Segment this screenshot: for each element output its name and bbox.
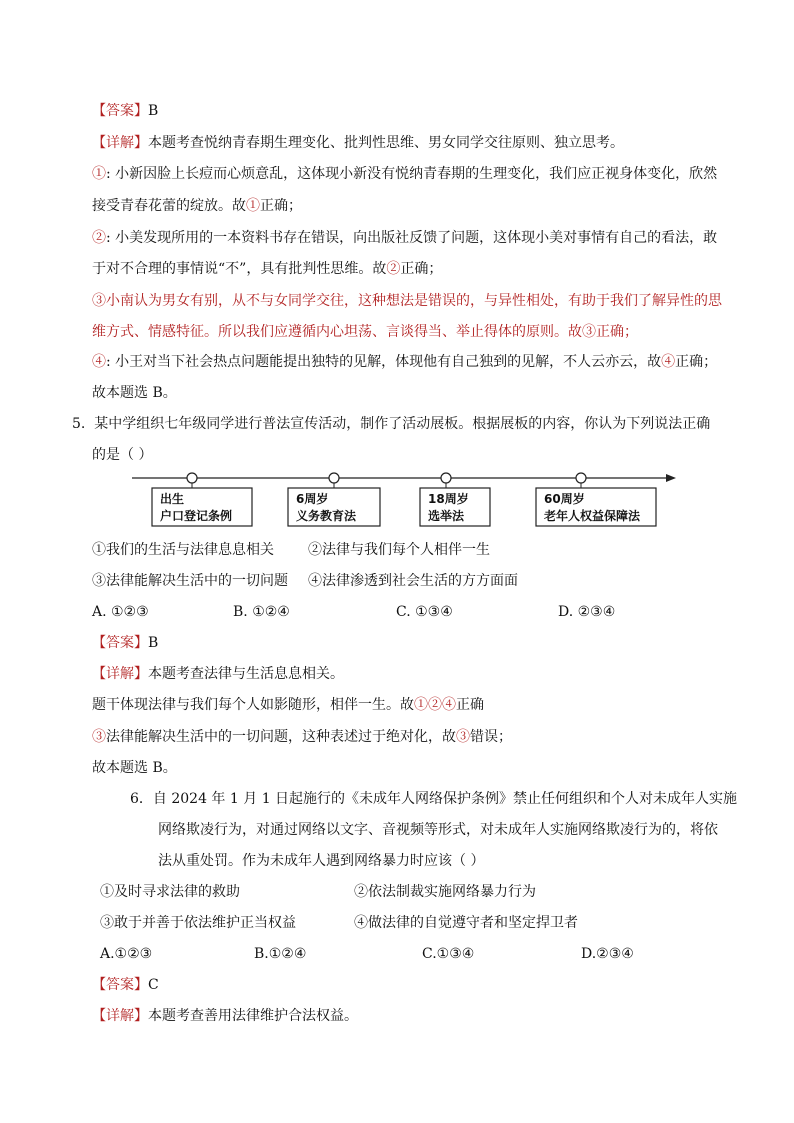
q5-detail-2	[92, 727, 512, 747]
q5-detail-1	[92, 695, 484, 715]
answer-value: B	[148, 103, 159, 119]
circled-number: ②	[386, 261, 401, 277]
answer-tag: 【答案】	[92, 977, 148, 993]
timeline-node-birth	[152, 473, 252, 526]
timeline-label: 出生	[160, 492, 185, 506]
q4-point-1b	[92, 196, 302, 216]
q6-stem-b: 网络欺凌行为，对通过网络以文字、音视频等形式，对未成年人实施网络欺凌行为的，将依	[158, 822, 718, 838]
q5-option-d[interactable]: D. ②③④	[558, 604, 616, 620]
timeline-diagram	[120, 466, 690, 532]
q5-statement-2: ②法律与我们每个人相伴一生	[308, 542, 490, 558]
q4-point-3a: ③小南认为男女有别，从不与女同学交往，这种想法是错误的，与异性相处，有助于我们了解异性的思	[92, 293, 722, 309]
q6-statement-3: ③敢于并善于依法维护正当权益	[100, 915, 296, 931]
circled-number: ①	[246, 198, 260, 214]
q6-answer	[92, 975, 159, 995]
detail-text: 本题考查悦纳青春期生理变化、批判性思维、男女同学交往原则、独立思考。	[148, 135, 624, 151]
q6-statement-1: ①及时寻求法律的救助	[100, 884, 240, 900]
q5-option-b[interactable]: B. ①②④	[233, 604, 290, 620]
detail-text: 本题考查善用法律维护合法权益。	[148, 1008, 358, 1024]
timeline-label: 6周岁	[296, 492, 329, 506]
point-text: : 小美发现所用的一本资料书存在错误，向出版社反馈了问题，这体现小美对事情有自己的看法，敢	[106, 230, 718, 246]
q4-point-3b: 维方式、情感特征。所以我们应遵循内心坦荡、言谈得当、举止得体的原则。故③正确；	[92, 324, 638, 340]
point-text: 正确	[456, 697, 484, 713]
detail-tag: 【详解】	[92, 666, 148, 682]
detail-text: 本题考查法律与生活息息相关。	[148, 666, 344, 682]
q6-stem-c: 法从重处罚。作为未成年人遇到网络暴力时应该（ ）	[158, 853, 485, 869]
q5-stem-b: 的是（ ）	[92, 447, 153, 463]
q5-answer	[92, 633, 158, 653]
q6-statement-2: ②依法制裁实施网络暴力行为	[354, 884, 536, 900]
timeline-law: 选举法	[428, 509, 465, 523]
point-text: 于对不合理的事情说“不”，具有批判性思维。故	[92, 261, 387, 277]
q4-point-1a	[92, 164, 717, 184]
q5-stem-a	[72, 414, 710, 434]
question-text: 某中学组织七年级同学进行普法宣传活动，制作了活动展板。根据展板的内容，你认为下列说法正确	[94, 416, 711, 432]
detail-tag: 【详解】	[92, 1008, 148, 1024]
point-text: 题干体现法律与我们每个人如影随形，相伴一生。故	[92, 697, 414, 713]
q6-option-c[interactable]: C.①③④	[422, 946, 475, 962]
timeline-arrowhead	[666, 474, 676, 482]
q4-answer	[92, 101, 158, 121]
q4-conclusion: 故本题选 B。	[92, 385, 177, 401]
detail-tag: 【详解】	[92, 135, 148, 151]
point-text: 正确；	[400, 261, 443, 277]
point-text: : 小王对当下社会热点问题能提出独特的见解，体现他有自己独到的见解，不人云亦云，故	[106, 354, 662, 370]
q6-detail	[92, 1006, 358, 1026]
circled-number: ④	[92, 354, 106, 370]
answer-tag: 【答案】	[92, 635, 148, 651]
point-text: 错误；	[470, 729, 512, 745]
timeline-node-6	[288, 473, 380, 526]
timeline-label: 60周岁	[544, 492, 585, 506]
question-number: 5.	[72, 416, 86, 432]
circled-number: ②	[92, 230, 106, 246]
q5-option-a[interactable]: A. ①②③	[92, 604, 149, 620]
timeline-law: 老年人权益保障法	[544, 509, 641, 523]
q6-statement-4: ④做法律的自觉遵守者和坚定捍卫者	[354, 915, 578, 931]
q5-detail	[92, 664, 344, 684]
circled-number: ①	[92, 166, 106, 182]
q4-point-4	[92, 352, 717, 372]
answer-tag: 【答案】	[92, 103, 148, 119]
q5-option-c[interactable]: C. ①③④	[396, 604, 453, 620]
circled-number: ③	[92, 729, 106, 745]
q6-option-a[interactable]: A.①②③	[100, 946, 153, 962]
point-text: 接受青春花蕾的绽放。故	[92, 198, 246, 214]
q4-point-2a	[92, 228, 717, 248]
timeline-node-60	[536, 473, 656, 526]
q5-statement-1: ①我们的生活与法律息息相关	[92, 542, 274, 558]
point-text: 法律能解决生活中的一切问题，这种表述过于绝对化，故	[106, 729, 456, 745]
point-text: 正确；	[675, 354, 718, 370]
timeline-node-18	[420, 473, 490, 526]
q5-conclusion: 故本题选 B。	[92, 760, 177, 776]
circled-number: ③	[456, 729, 470, 745]
q4-point-2b	[92, 259, 442, 279]
q6-option-b[interactable]: B.①②④	[254, 946, 307, 962]
answer-value: C	[148, 977, 159, 993]
answer-value: B	[148, 635, 159, 651]
circled-number: ④	[661, 354, 676, 370]
circled-number: ①②④	[414, 697, 456, 713]
timeline-law: 户口登记条例	[160, 509, 233, 523]
q5-statement-3: ③法律能解决生活中的一切问题	[92, 573, 288, 589]
point-text: : 小新因脸上长痘而心烦意乱，这体现小新没有悦纳青春期的生理变化，我们应正视身体变化，欣然	[106, 166, 718, 182]
timeline-label: 18周岁	[428, 492, 469, 506]
point-text: 正确；	[260, 198, 302, 214]
q5-statement-4: ④法律渗透到社会生活的方方面面	[308, 573, 518, 589]
q6-stem-a: 6．自 2024 年 1 月 1 日起施行的《未成年人网络保护条例》禁止任何组织和个人对未成年人实施	[130, 791, 738, 807]
timeline-law: 义务教育法	[296, 509, 357, 523]
q6-option-d[interactable]: D.②③④	[581, 946, 634, 962]
q4-detail	[92, 133, 624, 153]
